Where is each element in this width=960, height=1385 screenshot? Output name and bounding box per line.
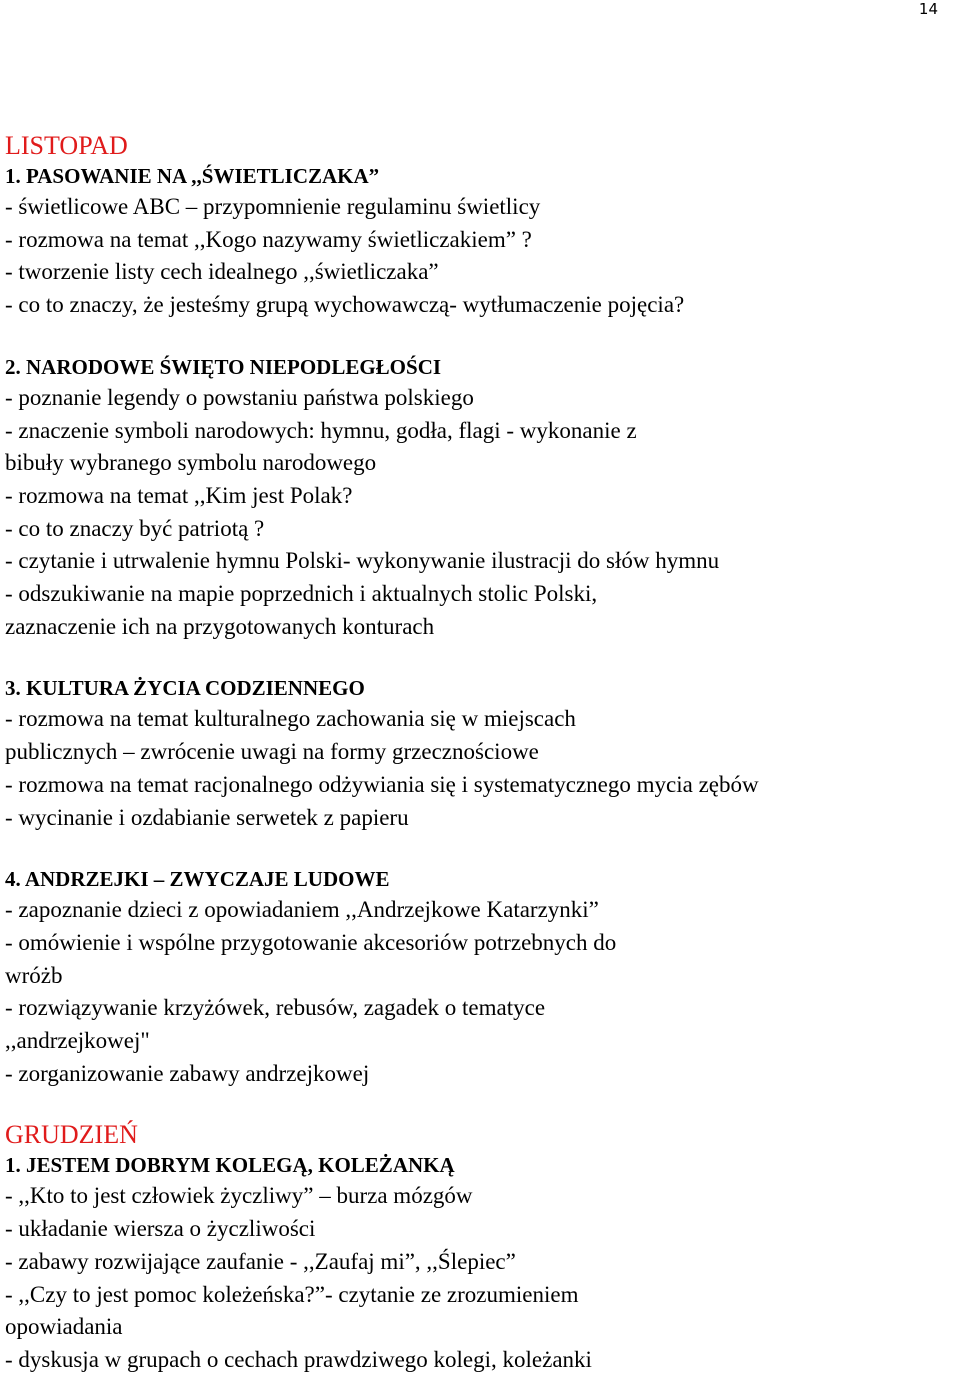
list-item: - odszukiwanie na mapie poprzednich i aktualnych stolic Polski, bbox=[5, 581, 598, 607]
spacer bbox=[5, 1090, 950, 1120]
page-number: 14 bbox=[918, 0, 938, 18]
list-item: ,,andrzejkowej" bbox=[5, 1028, 150, 1054]
section-title: 1. JESTEM DOBRYM KOLEGĄ, KOLEŻANKĄ bbox=[5, 1153, 455, 1178]
month-heading: LISTOPAD bbox=[5, 131, 128, 160]
section-title: 1. PASOWANIE NA ,,ŚWIETLICZAKA” bbox=[5, 164, 380, 188]
list-item: - świetlicowe ABC – przypomnienie regulaminu świetlicy bbox=[5, 194, 541, 219]
list-item: - ,,Kto to jest człowiek życzliwy” – burza mózgów bbox=[5, 1183, 473, 1209]
list-item: - poznanie legendy o powstaniu państwa polskiego bbox=[5, 384, 474, 410]
month-heading: GRUDZIEŃ bbox=[5, 1120, 138, 1150]
list-item: opowiadania bbox=[5, 1314, 123, 1340]
month-block-listopad bbox=[5, 131, 950, 1120]
month-block-grudzien bbox=[5, 1120, 950, 1376]
list-item: - zabawy rozwijające zaufanie - ,,Zaufaj mi”, ,,Ślepiec” bbox=[5, 1248, 516, 1274]
list-item: publicznych – zwrócenie uwagi na formy grzecznościowe bbox=[5, 739, 539, 765]
list-item: - co to znaczy być patriotą ? bbox=[5, 515, 265, 541]
list-item: - rozmowa na temat ,,Kogo nazywamy świetliczakiem” ? bbox=[5, 226, 532, 252]
section-1 bbox=[5, 161, 950, 322]
spacer bbox=[5, 834, 950, 864]
list-item: - rozmowa na temat kulturalnego zachowania się w miejscach bbox=[5, 706, 576, 732]
list-item: bibuły wybranego symbolu narodowego bbox=[5, 450, 377, 476]
list-item: - omówienie i wspólne przygotowanie akcesoriów potrzebnych do bbox=[5, 929, 617, 955]
section-title: 2. NARODOWE ŚWIĘTO NIEPODLEGŁOŚCI bbox=[5, 354, 442, 379]
list-item: - dyskusja w grupach o cechach prawdziwego kolegi, koleżanki bbox=[5, 1346, 592, 1372]
list-item: - rozwiązywanie krzyżówek, rebusów, zagadek o tematyce bbox=[5, 995, 546, 1021]
list-item: - zapoznanie dzieci z opowiadaniem ,,Andrzejkowe Katarzynki” bbox=[5, 897, 599, 923]
section-title: 4. ANDRZEJKI – ZWYCZAJE LUDOWE bbox=[5, 867, 390, 892]
list-item: - rozmowa na temat racjonalnego odżywiania się i systematycznego mycia zębów bbox=[5, 771, 759, 797]
section-1 bbox=[5, 1150, 950, 1376]
section-title: 3. KULTURA ŻYCIA CODZIENNEGO bbox=[5, 676, 365, 701]
section-2 bbox=[5, 352, 950, 644]
list-item: - wycinanie i ozdabianie serwetek z papieru bbox=[5, 804, 409, 830]
list-item: wróżb bbox=[5, 962, 63, 988]
list-item: zaznaczenie ich na przygotowanych konturach bbox=[5, 613, 435, 639]
document-body bbox=[5, 131, 950, 1377]
spacer bbox=[5, 322, 950, 352]
list-item: - tworzenie listy cech idealnego ,,świetliczaka” bbox=[5, 259, 439, 285]
list-item: - układanie wiersza o życzliwości bbox=[5, 1216, 316, 1242]
list-item: - czytanie i utrwalenie hymnu Polski- wykonywanie ilustracji do słów hymnu bbox=[5, 548, 720, 574]
section-4 bbox=[5, 864, 950, 1090]
list-item: - znaczenie symboli narodowych: hymnu, godła, flagi - wykonanie z bbox=[5, 417, 637, 443]
section-3 bbox=[5, 673, 950, 834]
list-item: - rozmowa na temat ,,Kim jest Polak? bbox=[5, 482, 353, 508]
list-item: - ,,Czy to jest pomoc koleżeńska?”- czytanie ze zrozumieniem bbox=[5, 1281, 579, 1307]
list-item: - co to znaczy, że jesteśmy grupą wychowawczą- wytłumaczenie pojęcia? bbox=[5, 292, 685, 318]
spacer bbox=[5, 643, 950, 673]
list-item: - zorganizowanie zabawy andrzejkowej bbox=[5, 1060, 370, 1086]
